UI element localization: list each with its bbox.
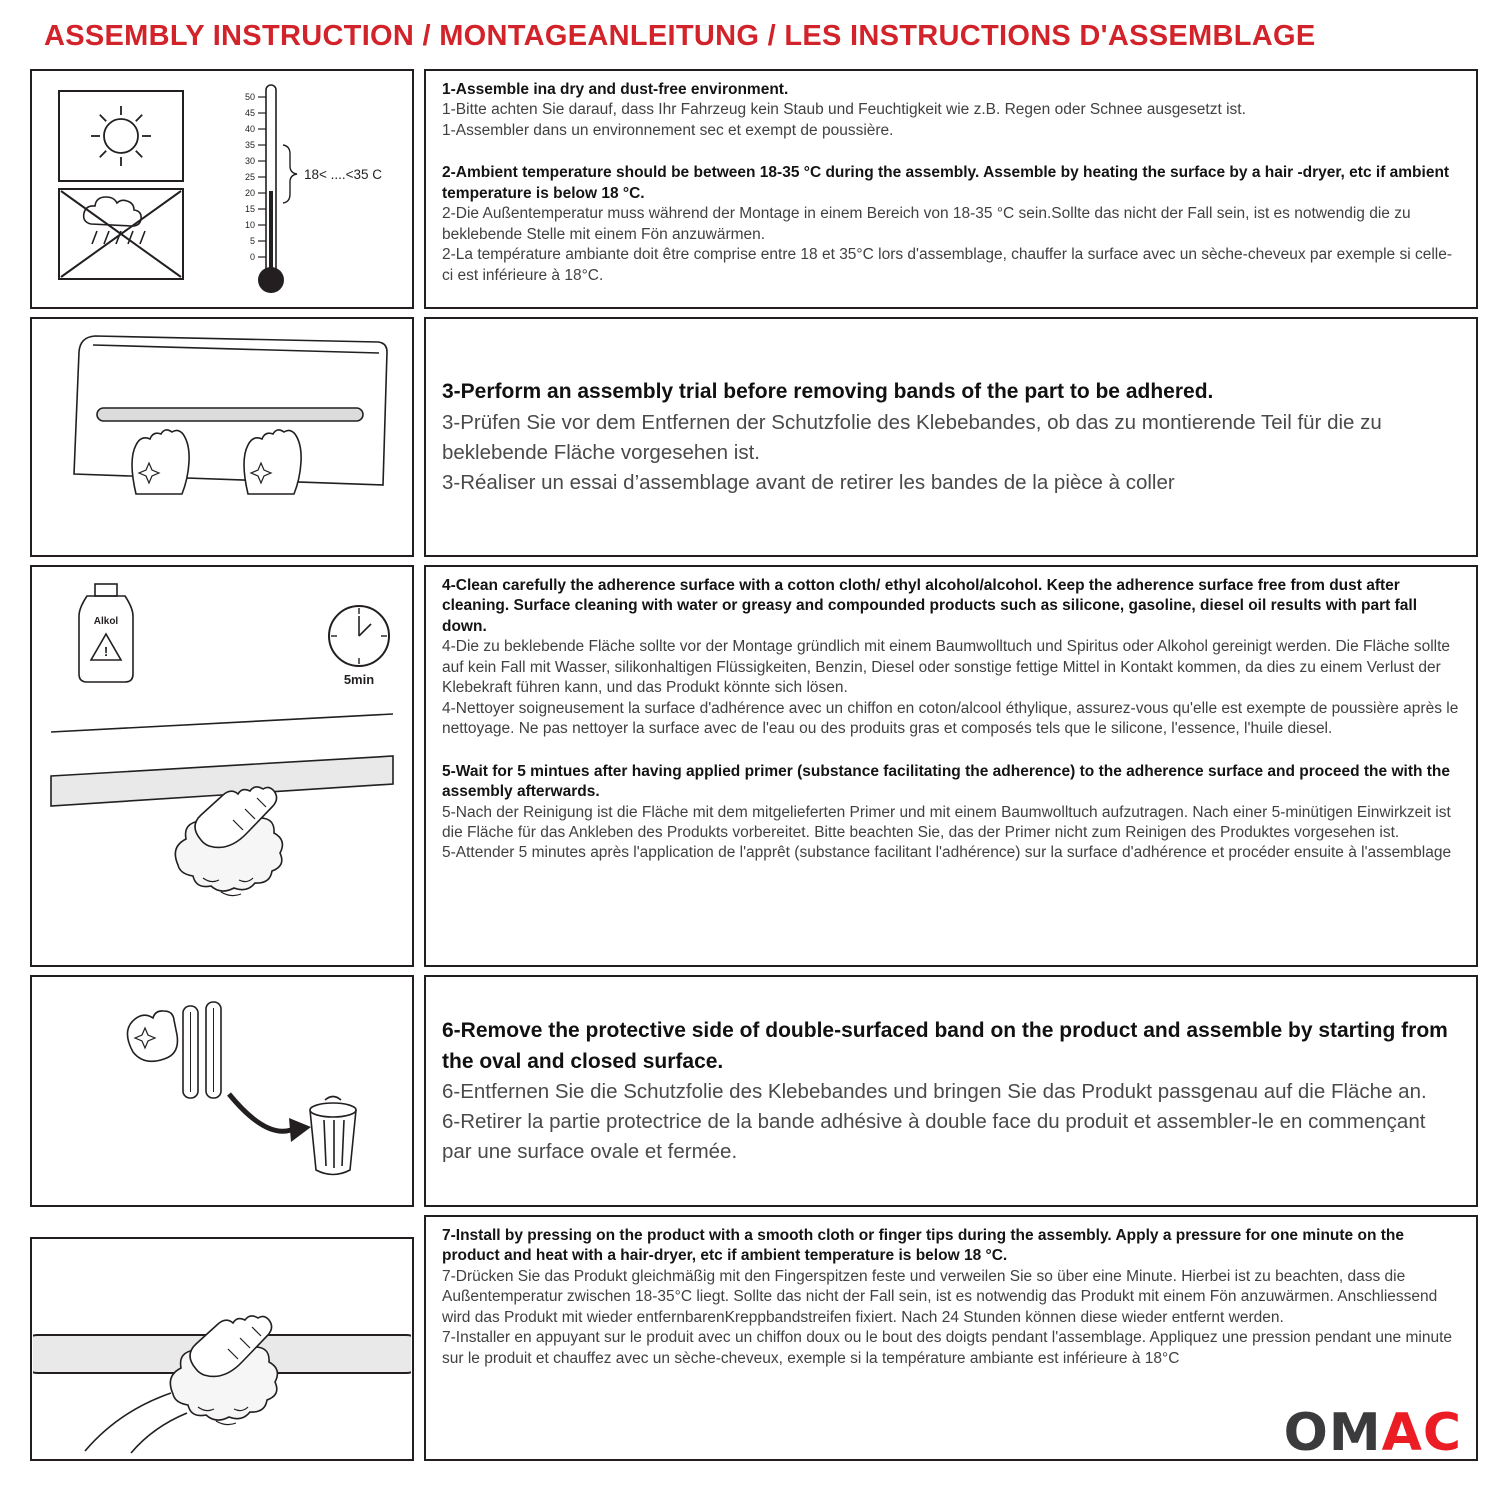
door-trial-illustration <box>33 322 411 552</box>
instructions-step-1-2 <box>424 69 1478 309</box>
cleaning-illustration <box>33 570 411 962</box>
tick-label: 5 <box>249 236 255 246</box>
clock-icon <box>329 606 389 666</box>
instruction-de: 4-Die zu beklebende Fläche sollte vor der Montage gründlich mit einem Baumwolltuch und Spiritus oder Alkohol gereinigt werden. Die Fläche sollte auf kein Fall mit Wasser, silikonhaltigen Flüssigkeiten, Benzin, Diesel oder sonstige fettige Mittel in Kontakt kommen, da dies zu einem Verlust der Klebekraft führen kann, und das Produkt könnte sich lösen. <box>442 638 1451 697</box>
tick-label: 40 <box>244 124 255 134</box>
illustration-environment <box>30 69 414 309</box>
tick-label: 35 <box>244 140 255 150</box>
trash-can-icon <box>310 1097 356 1175</box>
hand-icon <box>132 430 189 494</box>
logo-text-black: OM <box>1283 1403 1382 1463</box>
tick-label: 10 <box>244 220 255 230</box>
protective-films <box>183 1002 221 1098</box>
tick-label: 15 <box>244 204 255 214</box>
warning-triangle-icon <box>91 634 121 660</box>
panel-strip <box>51 714 393 806</box>
instruction-de: 3-Prüfen Sie vor dem Entfernen der Schutzfolie des Klebebandes, ob das zu montierende Teil für die zu beklebende Fläche vorgesehen ist. <box>442 410 1382 464</box>
instruction-de: 1-Bitte achten Sie darauf, dass Ihr Fahrzeug kein Staub und Feuchtigkeit wie z.B. Regen oder Schnee ausgesetzt ist. <box>442 101 1246 119</box>
section-press-install <box>30 1215 1478 1461</box>
illustration-assembly-trial <box>30 317 414 557</box>
instruction-en: 2-Ambient temperature should be between 18-35 °C during the assembly. Assemble by heating the surface by a hair -dryer, etc if ambient temperature is below 18 °C. <box>442 164 1450 202</box>
tick-label: 45 <box>244 108 255 118</box>
instruction-en: 4-Clean carefully the adherence surface with a cotton cloth/ ethyl alcohol/alcohol. Keep the adherence surface free from dust after cleaning. Surface cleaning with water or greasy and compounded products such as silicone, gasoline, diesel oil results with part fall down. <box>442 577 1418 635</box>
tick-label: 30 <box>244 156 255 166</box>
instruction-de: 7-Drücken Sie das Produkt gleichmäßig mit den Fingerspitzen feste und verweilen Sie so über eine Minute. Hierbei ist zu beachten, dass die Außentemperatur zwischen 18-35°C liegt. Sollte das nicht der Fall sein, ist es notwendig das Produkt mit einem Fön anzuwärmen. Anschliessend wird das Produkt mit wieder entfernbarenKreppbandstreifen fixiert. Nach 24 Stunden können diese wieder entfernt werden. <box>442 1267 1438 1326</box>
peel-band-illustration <box>33 978 411 1204</box>
tick-label: 20 <box>244 188 255 198</box>
instruction-en: 5-Wait for 5 mintues after having applied primer (substance facilitating the adherence) to the adherence surface and proceed the with the assembly afterwards. <box>442 762 1450 801</box>
cloth-and-hand <box>175 787 282 896</box>
instruction-en: 7-Install by pressing on the product with a smooth cloth or finger tips during the assembly. Apply a pressure for one minute on the product and heat with a hair-dryer, etc if ambient temperature is below 18 °C. <box>442 1227 1404 1265</box>
instruction-de: 2-Die Außentemperatur muss während der Montage in einem Bereich von 18-35 °C sein.Sollte das nicht der Fall sein, ist es notwendig die zu beklebende Stelle mit einem Fön anzuwärmen. <box>442 205 1411 243</box>
instruction-de: 6-Entfernen Sie die Schutzfolie des Klebebandes und bringen Sie das Produkt passgenau auf die Fläche an. <box>442 1080 1427 1104</box>
instruction-en: 1-Assemble ina dry and dust-free environment. <box>442 81 789 98</box>
trim-strip <box>97 408 363 421</box>
instruction-fr: 1-Assembler dans un environnement sec et exempt de poussière. <box>442 121 894 139</box>
instructions-step-3 <box>424 317 1478 557</box>
hand-icon <box>244 430 301 494</box>
section-assembly-trial <box>30 317 1478 557</box>
arrow-icon <box>229 1094 311 1142</box>
sun-icon <box>91 106 151 166</box>
temperature-range-label: 18< ....<35 C <box>304 167 383 182</box>
instruction-fr: 4-Nettoyer soigneusement la surface d'adhérence avec un chiffon en coton/alcool éthylique, assurez-vous qu'elle est exempte de poussière après le nettoyage. Ne pas nettoyer la surface avec de l'eau ou des produits gras et composés tels que le silicone, l'essence, l'huile diesel. <box>442 699 1459 738</box>
omac-logo <box>1283 1403 1462 1463</box>
instruction-fr: 7-Installer en appuyant sur le produit avec un chiffon doux ou le bout des doigts pendant l'assemblage. Appliquez une pression pendant une minute sur le produit et chauffez avec un sèche-cheveux, exemple si la température ambiante est inférieure à 18°C <box>442 1329 1453 1367</box>
brace <box>283 145 297 203</box>
instruction-fr: 5-Attender 5 minutes après l'application de l'apprêt (substance facilitant l'adhérence) sur la surface d'adhérence et procéder ensuite à l'assemblage <box>442 844 1452 862</box>
environment-illustration <box>33 71 411 307</box>
instruction-en: 6-Remove the protective side of double-surfaced band on the product and assemble by starting from the oval and closed surface. <box>442 1018 1448 1073</box>
alcohol-bottle-icon <box>79 584 133 682</box>
instruction-en: 3-Perform an assembly trial before removing bands of the part to be adhered. <box>442 380 1214 404</box>
bottle-label: Alkol <box>93 616 119 627</box>
hand-icon <box>127 1011 177 1061</box>
instruction-de: 5-Nach der Reinigung ist die Fläche mit dem mitgelieferten Primer und mit einem Baumwolltuch aufzutragen. Nach einer 5-minütigen Einwirkzeit ist die Fläche für das Ankleben des Produkts vorbereitet. Bitte beachten Sie, das der Primer nicht zum Reinigen des Produktes vorgesehen ist. <box>442 803 1451 841</box>
no-rain-icon <box>61 191 181 277</box>
instruction-fr: 6-Retirer la partie protectrice de la bande adhésive à double face du produit et assembler-le en commençant par une surface ovale et fermée. <box>442 1110 1426 1164</box>
illustration-clean-primer <box>30 565 414 967</box>
instruction-fr: 3-Réaliser un essai d’assemblage avant de retirer les bandes de la pièce à coller <box>442 470 1175 494</box>
illustration-press-install <box>30 1237 414 1461</box>
instructions-step-4-5 <box>424 565 1478 967</box>
svg-text:!: ! <box>103 644 109 659</box>
illustration-remove-band <box>30 975 414 1207</box>
press-illustration <box>33 1241 411 1457</box>
section-remove-band <box>30 975 1478 1207</box>
tick-label: 25 <box>244 172 255 182</box>
page-title: ASSEMBLY INSTRUCTION / MONTAGEANLEITUNG / LES INSTRUCTIONS D'ASSEMBLAGE <box>44 20 1316 52</box>
instructions-step-6 <box>424 975 1478 1207</box>
wait-time-label: 5min <box>343 672 375 687</box>
instructions-step-7 <box>424 1215 1478 1461</box>
wrist-lines <box>85 1393 187 1453</box>
tick-label: 0 <box>249 252 255 262</box>
tick-label: 50 <box>244 92 255 102</box>
cloth-and-hand <box>170 1316 277 1425</box>
instruction-fr: 2-La température ambiante doit être comprise entre 18 et 35°C lors d'assemblage, chauffer la surface avec un sèche-cheveux par exemple si celle-ci est inférieure à 18°C. <box>442 246 1453 284</box>
section-environment-temperature <box>30 69 1478 309</box>
logo-text-red: AC <box>1381 1403 1462 1463</box>
thermometer-icon <box>245 85 382 293</box>
section-clean-primer <box>30 565 1478 967</box>
sun-box <box>59 91 183 181</box>
